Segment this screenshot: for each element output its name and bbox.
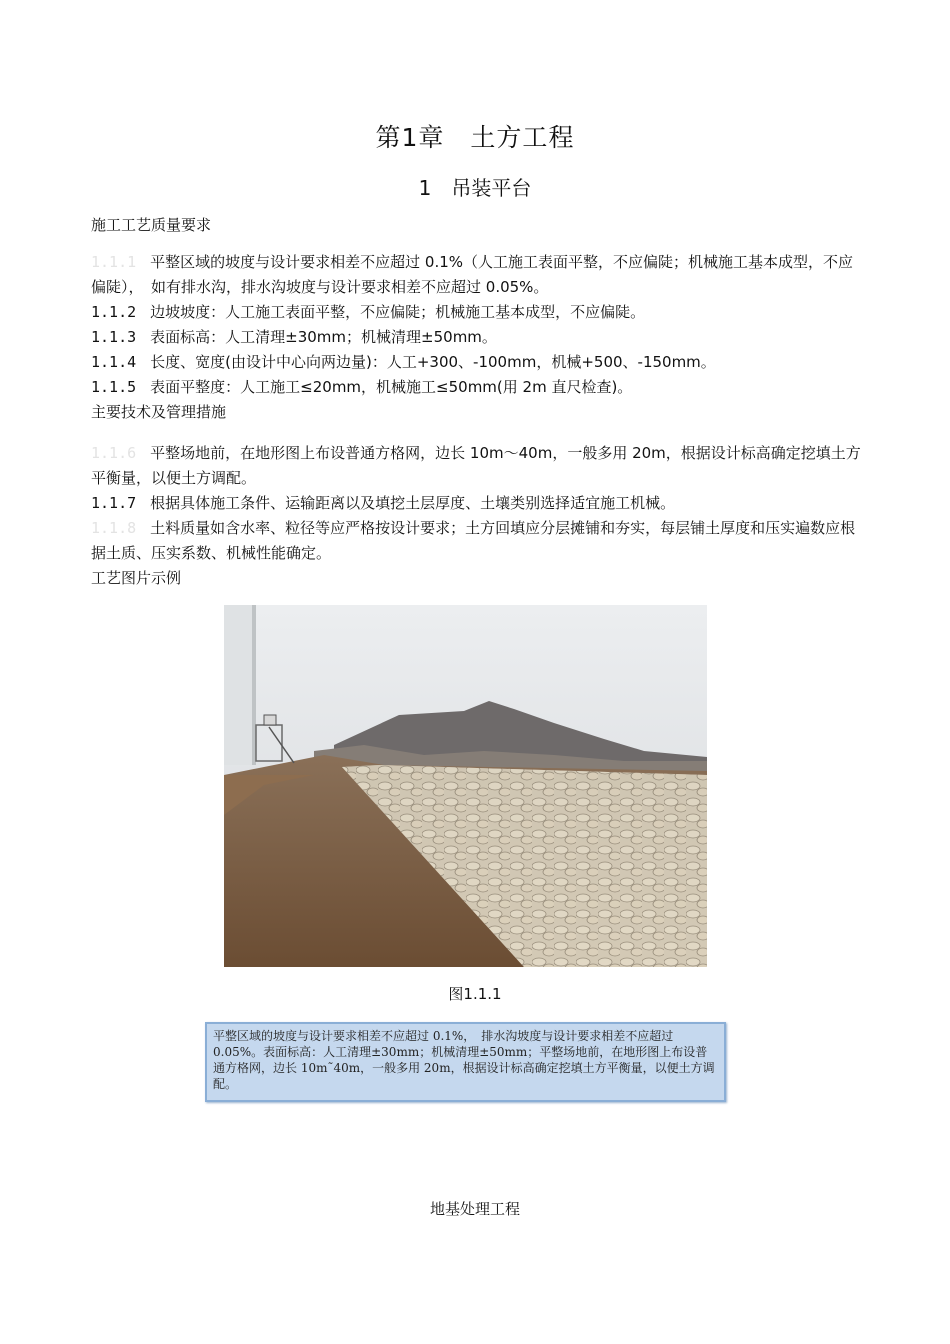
measure-item-1 [91, 441, 866, 491]
item-text: 边坡坡度：人工施工表面平整，不应偏陡；机械施工基本成型，不应偏陡。 [150, 303, 646, 321]
item-text: 土料质量如含水率、粒径等应严格按设计要求；土方回填应分层摊铺和夯实，每层铺土厚度和压实遍数应根据土质、压实系数、机械性能确定。 [91, 519, 856, 562]
quality-item-4 [91, 350, 866, 375]
item-number: 1.1.1 [91, 253, 137, 271]
figure-caption: 图1.1.1 [448, 985, 502, 1003]
heading-measures: 主要技术及管理措施 [91, 403, 227, 421]
item-text: 表面平整度：人工施工≤20mm，机械施工≤50mm(用 2m 直尺检查)。 [150, 378, 633, 396]
quality-item-2 [91, 300, 866, 325]
item-text: 根据具体施工条件、运输距离以及填挖土层厚度、土壤类别选择适宜施工机械。 [150, 494, 676, 512]
chapter-title: 第1章 土方工程 [375, 123, 575, 152]
item-number: 1.1.3 [91, 328, 137, 346]
quality-item-5 [91, 375, 866, 400]
item-number: 1.1.8 [91, 519, 137, 537]
footer-text: 地基处理工程 [429, 1200, 520, 1218]
section-title: 1 吊装平台 [418, 176, 532, 200]
item-text: 平整场地前，在地形图上布设普通方格网，边长 10m～40m，一般多用 20m，根据设计标高确定挖填土方平衡量，以便土方调配。 [91, 444, 861, 487]
heading-examples: 工艺图片示例 [91, 569, 182, 587]
measure-item-2 [91, 491, 866, 516]
heading-quality: 施工工艺质量要求 [91, 216, 212, 234]
quality-item-3 [91, 325, 866, 350]
item-text: 平整区域的坡度与设计要求相差不应超过 0.1%（人工施工表面平整，不应偏陡；机械施工基本成型，不应偏陡）， 如有排水沟，排水沟坡度与设计要求相差不应超过 0.05%。 [91, 253, 854, 296]
construction-photo [224, 605, 707, 967]
item-text: 长度、宽度(由设计中心向两边量)：人工+300、-100mm，机械+500、-150mm。 [150, 353, 716, 371]
item-number: 1.1.6 [91, 444, 137, 462]
quality-item-1 [91, 250, 866, 300]
item-number: 1.1.5 [91, 378, 137, 396]
note-box: 平整区域的坡度与设计要求相差不应超过 0.1%， 排水沟坡度与设计要求相差不应超过 0.05%。表面标高：人工清理±30mm；机械清理±50mm；平整场地前，在地形图上布设普通方格网，边长 10m˜40m，一般多用 20m，根据设计标高确定挖填土方平衡量，以便土方调配。 [205, 1022, 726, 1102]
item-text: 表面标高：人工清理±30mm；机械清理±50mm。 [150, 328, 497, 346]
measure-item-3 [91, 516, 866, 566]
item-number: 1.1.7 [91, 494, 137, 512]
item-number: 1.1.2 [91, 303, 137, 321]
item-number: 1.1.4 [91, 353, 137, 371]
